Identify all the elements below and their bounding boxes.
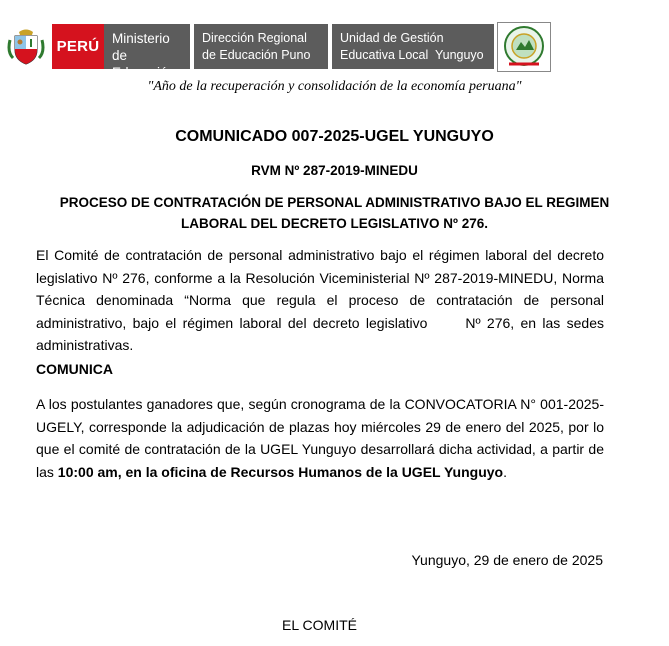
process-heading-line2: LABORAL DEL DECRETO LEGISLATIVO Nº 276. bbox=[181, 216, 488, 231]
ugel-emblem-icon bbox=[497, 22, 551, 72]
page-title: COMUNICADO 007-2025-UGEL YUNGUYO bbox=[175, 128, 494, 145]
announcement-text: A los postulantes ganadores que, según cronograma de la CONVOCATORIA N° 001-2025-UGELY, corresponde la adjudicación de plazas hoy miércoles 29 de enero del 2025, por lo que el comité de contratación de la UGEL Yunguyo desarrollará dicha actividad, a partir de las bbox=[36, 396, 604, 480]
peru-brand-box: PERÚ bbox=[52, 24, 104, 69]
issue-date: Yunguyo, 29 de enero de 2025 bbox=[411, 552, 603, 568]
committee-paragraph: El Comité de contratación de personal administrativo bajo el régimen laboral del decreto legislativo Nº 276, conforme a la Resolución Viceministerial Nº 287-2019-MINEDU, Norma Técnica denominada “Norma que regula el proceso de contratación de personal administrativo, bajo el régimen laboral del decreto legislativo Nº 276, en las sedes administrativas. bbox=[36, 247, 608, 353]
regional-box bbox=[194, 24, 328, 69]
coat-of-arms-icon bbox=[7, 26, 45, 66]
ugel-line2: Educativa Local Yunguyo bbox=[340, 48, 484, 62]
process-heading bbox=[40, 192, 629, 234]
ministry-line2: de Educación bbox=[112, 48, 176, 80]
process-heading-line1: PROCESO DE CONTRATACIÓN DE PERSONAL ADMINISTRATIVO BAJO EL REGIMEN bbox=[59, 195, 610, 210]
resolution-reference: RVM Nº 287-2019-MINEDU bbox=[251, 163, 418, 178]
regional-line2: de Educación Puno bbox=[202, 48, 311, 62]
ugel-line1: Unidad de Gestión bbox=[340, 31, 444, 45]
announcement-end: . bbox=[503, 463, 507, 480]
signature-committee: EL COMITÉ bbox=[282, 617, 357, 633]
announcement-time-location: 10:00 am, en la oficina de Recursos Humanos de la UGEL Yunguyo bbox=[57, 463, 504, 480]
year-motto: "Año de la recuperación y consolidación de la economía peruana" bbox=[147, 79, 522, 94]
regional-line1: Dirección Regional bbox=[202, 31, 307, 45]
ministry-box bbox=[104, 24, 190, 80]
comunica-heading: COMUNICA bbox=[36, 361, 113, 377]
announcement-paragraph bbox=[36, 393, 604, 483]
ministry-line1: Ministerio bbox=[112, 31, 170, 46]
ugel-box bbox=[332, 24, 494, 69]
letterhead bbox=[0, 0, 669, 80]
